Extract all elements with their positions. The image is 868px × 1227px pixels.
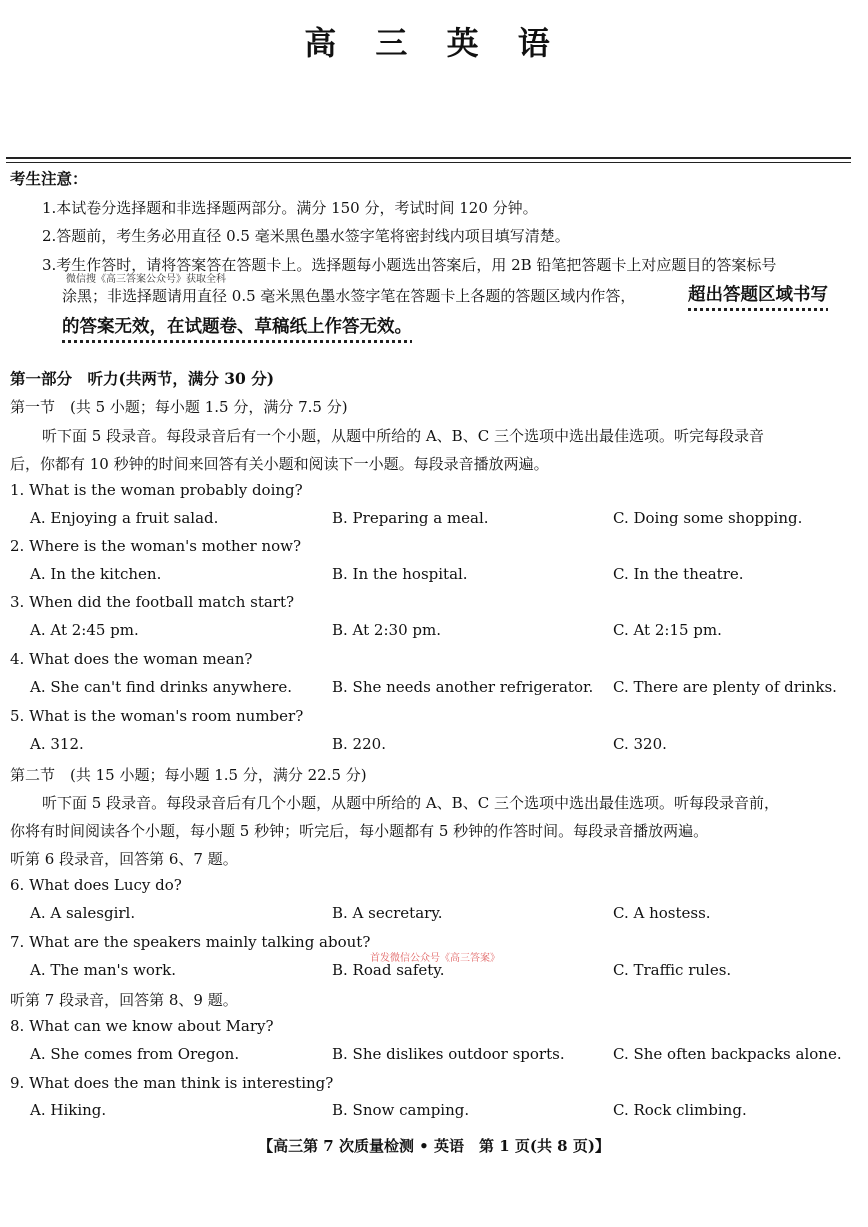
option-a: A. She comes from Oregon. xyxy=(30,1045,240,1063)
option-a: A. In the kitchen. xyxy=(30,565,162,583)
option-b: B. She dislikes outdoor sports. xyxy=(332,1045,565,1063)
page-title: 高 三 英 语 xyxy=(304,24,564,62)
question-1: 1. What is the woman probably doing? xyxy=(10,481,303,499)
question-2: 2. Where is the woman's mother now? xyxy=(10,537,302,555)
watermark-red: 首发微信公众号《高三答案》 xyxy=(370,953,500,964)
notice-item-1: 1.本试卷分选择题和非选择题两部分。满分 150 分，考试时间 120 分钟。 xyxy=(42,199,538,217)
option-b: B. Road safety. xyxy=(332,961,445,979)
notice-item-3-line2: 涂黑；非选择题请用直径 0.5 毫米黑色墨水签字笔在答题卡上各题的答题区域内作答， xyxy=(62,287,636,305)
question-6: 6. What does Lucy do? xyxy=(10,876,182,894)
notice-item-3-line1: 3.考生作答时，请将答案答在答题卡上。选择题每小题选出答案后，用 2B 铅笔把答题卡上对应题目的答案标号 xyxy=(42,256,777,274)
option-c: C. A hostess. xyxy=(613,904,711,922)
option-a: A. Hiking. xyxy=(30,1101,107,1119)
part1-heading: 第一部分 听力(共两节，满分 30 分) xyxy=(10,369,275,388)
page-footer: 【高三第 7 次质量检测 • 英语 第 1 页(共 8 页)】 xyxy=(258,1137,610,1155)
notice-heading: 考生注意： xyxy=(10,169,88,188)
option-c: C. She often backpacks alone. xyxy=(613,1045,842,1063)
notice-emphasis-b: 的答案无效，在试题卷、草稿纸上作答无效。 xyxy=(62,317,412,337)
option-a: A. At 2:45 pm. xyxy=(30,621,139,639)
option-c: C. 320. xyxy=(613,735,667,753)
option-b: B. At 2:30 pm. xyxy=(332,621,441,639)
header-rule-thin xyxy=(6,162,851,163)
option-c: C. Doing some shopping. xyxy=(613,509,803,527)
option-a: A. A salesgirl. xyxy=(30,904,136,922)
option-a: A. Enjoying a fruit salad. xyxy=(30,509,219,527)
notice-emphasis-a: 超出答题区域书写 xyxy=(688,285,828,305)
section2-instructions-cont: 你将有时间阅读各个小题，每小题 5 秒钟；听完后，每小题都有 5 秒钟的作答时间。每段录音播放两遍。 xyxy=(10,822,709,840)
question-4: 4. What does the woman mean? xyxy=(10,650,253,668)
option-c: C. At 2:15 pm. xyxy=(613,621,722,639)
option-c: C. Rock climbing. xyxy=(613,1101,747,1119)
audio-6-instruction: 听第 6 段录音，回答第 6、7 题。 xyxy=(10,850,238,868)
option-a: A. The man's work. xyxy=(30,961,176,979)
option-c: C. Traffic rules. xyxy=(613,961,732,979)
option-b: B. In the hospital. xyxy=(332,565,468,583)
question-7: 7. What are the speakers mainly talking about? xyxy=(10,933,371,951)
section1-instructions-cont: 后，你都有 10 秒钟的时间来回答有关小题和阅读下一小题。每段录音播放两遍。 xyxy=(10,455,549,473)
question-5: 5. What is the woman's room number? xyxy=(10,707,304,725)
option-b: B. She needs another refrigerator. xyxy=(332,678,594,696)
question-9: 9. What does the man think is interesting? xyxy=(10,1074,334,1092)
option-a: A. 312. xyxy=(30,735,84,753)
option-a: A. She can't find drinks anywhere. xyxy=(30,678,292,696)
option-b: B. A secretary. xyxy=(332,904,443,922)
option-b: B. Snow camping. xyxy=(332,1101,470,1119)
section1-heading: 第一节 (共 5 小题；每小题 1.5 分，满分 7.5 分) xyxy=(10,398,348,416)
question-3: 3. When did the football match start? xyxy=(10,593,295,611)
notice-item-2: 2.答题前，考生务必用直径 0.5 毫米黑色墨水签字笔将密封线内项目填写清楚。 xyxy=(42,227,570,245)
section2-heading: 第二节 (共 15 小题；每小题 1.5 分，满分 22.5 分) xyxy=(10,766,367,784)
audio-7-instruction: 听第 7 段录音，回答第 8、9 题。 xyxy=(10,991,238,1009)
option-b: B. Preparing a meal. xyxy=(332,509,489,527)
option-c: C. There are plenty of drinks. xyxy=(613,678,837,696)
section1-instructions: 听下面 5 段录音。每段录音后有一个小题，从题中所给的 A、B、C 三个选项中选出最佳选项。听完每段录音 xyxy=(42,427,764,445)
option-b: B. 220. xyxy=(332,735,386,753)
question-8: 8. What can we know about Mary? xyxy=(10,1017,274,1035)
watermark-text: 微信搜《高三答案公众号》获取全科 xyxy=(66,274,226,285)
option-c: C. In the theatre. xyxy=(613,565,744,583)
header-rule xyxy=(6,157,851,159)
section2-instructions: 听下面 5 段录音。每段录音后有几个小题，从题中所给的 A、B、C 三个选项中选出最佳选项。听每段录音前， xyxy=(42,794,779,812)
